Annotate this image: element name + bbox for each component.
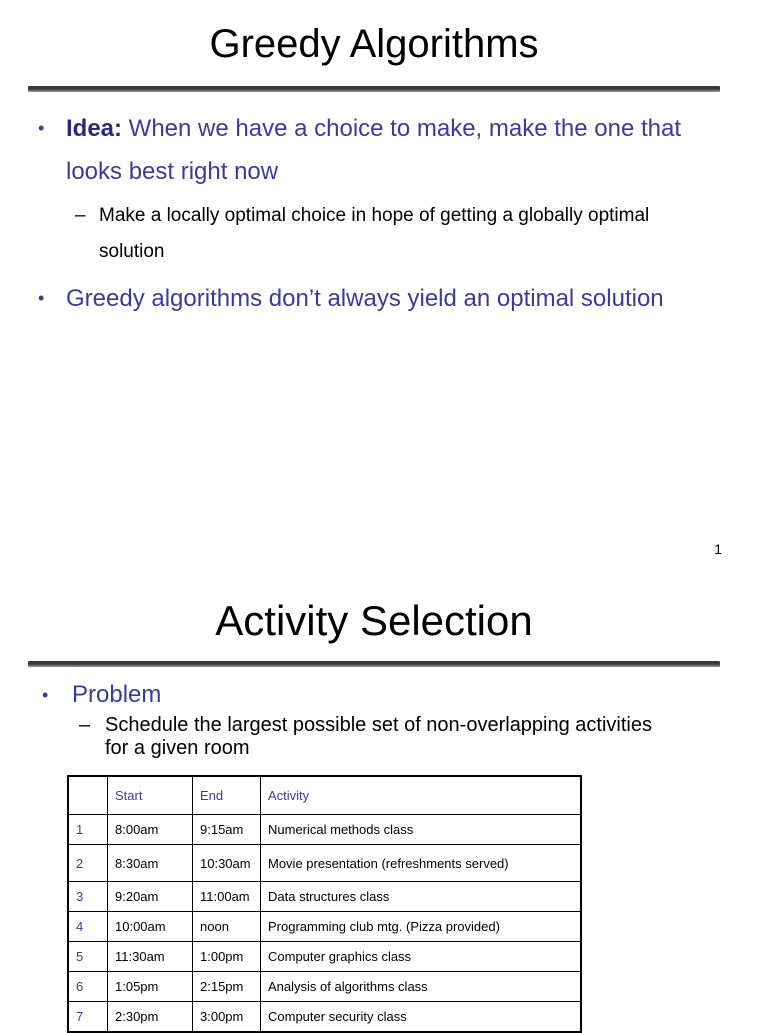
table-row xyxy=(68,845,581,882)
cell-start: 9:20am xyxy=(108,882,193,912)
cell-index: 5 xyxy=(68,942,108,972)
cell-index: 3 xyxy=(68,882,108,912)
cell-activity: Movie presentation (refreshments served) xyxy=(261,845,582,882)
cell-index: 7 xyxy=(68,1002,108,1033)
cell-end: 3:00pm xyxy=(193,1002,261,1033)
table-row xyxy=(68,912,581,942)
header-cell-end: End xyxy=(193,776,261,815)
title-divider xyxy=(28,661,720,667)
bullet-idea-label: Idea: xyxy=(66,115,123,142)
cell-end: 9:15am xyxy=(193,815,261,845)
cell-end: 2:15pm xyxy=(193,972,261,1002)
cell-start: 8:00am xyxy=(108,815,193,845)
bullet-problem xyxy=(42,674,162,716)
bullet-not-always-optimal xyxy=(38,277,746,320)
slide-activity-selection xyxy=(0,575,768,1024)
cell-end: 1:00pm xyxy=(193,942,261,972)
sub-bullet-text: Schedule the largest possible set of non-overlapping activities for a given room xyxy=(105,714,652,759)
cell-activity: Analysis of algorithms class xyxy=(261,972,582,1002)
cell-activity: Numerical methods class xyxy=(261,815,582,845)
sub-bullet-text: Make a locally optimal choice in hope of getting a globally optimal solution xyxy=(99,205,650,262)
bullet-dot-icon: • xyxy=(38,288,45,308)
table-row xyxy=(68,882,581,912)
bullet-dot-icon: • xyxy=(42,685,49,705)
sub-bullet-locally-optimal xyxy=(75,198,699,270)
cell-activity: Programming club mtg. (Pizza provided) xyxy=(261,912,582,942)
slide-title: Activity Selection xyxy=(215,597,533,644)
cell-start: 1:05pm xyxy=(108,972,193,1002)
table-header-row xyxy=(68,776,581,815)
cell-end: 11:00am xyxy=(193,882,261,912)
cell-start: 11:30am xyxy=(108,942,193,972)
table-row xyxy=(68,972,581,1002)
bullet-idea xyxy=(38,107,716,193)
dash-icon: – xyxy=(79,714,91,736)
cell-activity: Computer security class xyxy=(261,1002,582,1033)
cell-end: 10:30am xyxy=(193,845,261,882)
table-row xyxy=(68,815,581,845)
cell-activity: Data structures class xyxy=(261,882,582,912)
bullet-text: Problem xyxy=(72,681,162,708)
cell-activity: Computer graphics class xyxy=(261,942,582,972)
slide-title: Greedy Algorithms xyxy=(209,22,539,66)
cell-index: 2 xyxy=(68,845,108,882)
cell-start: 2:30pm xyxy=(108,1002,193,1033)
bullet-text: Greedy algorithms don’t always yield an optimal solution xyxy=(66,285,664,312)
cell-end: noon xyxy=(193,912,261,942)
page-number: 1 xyxy=(714,541,722,557)
header-cell-start: Start xyxy=(108,776,193,815)
table-row xyxy=(68,942,581,972)
activities-table xyxy=(67,775,582,1033)
cell-index: 4 xyxy=(68,912,108,942)
cell-index: 1 xyxy=(68,815,108,845)
title-divider xyxy=(28,86,720,92)
bullet-idea-text: When we have a choice to make, make the one that looks best right now xyxy=(66,115,681,185)
cell-start: 10:00am xyxy=(108,912,193,942)
cell-start: 8:30am xyxy=(108,845,193,882)
cell-index: 6 xyxy=(68,972,108,1002)
header-cell-activity: Activity xyxy=(261,776,582,815)
bullet-dot-icon: • xyxy=(38,118,45,138)
dash-icon: – xyxy=(75,205,86,226)
table-row xyxy=(68,1002,581,1033)
header-cell-index xyxy=(68,776,108,815)
sub-bullet-schedule xyxy=(79,714,665,760)
